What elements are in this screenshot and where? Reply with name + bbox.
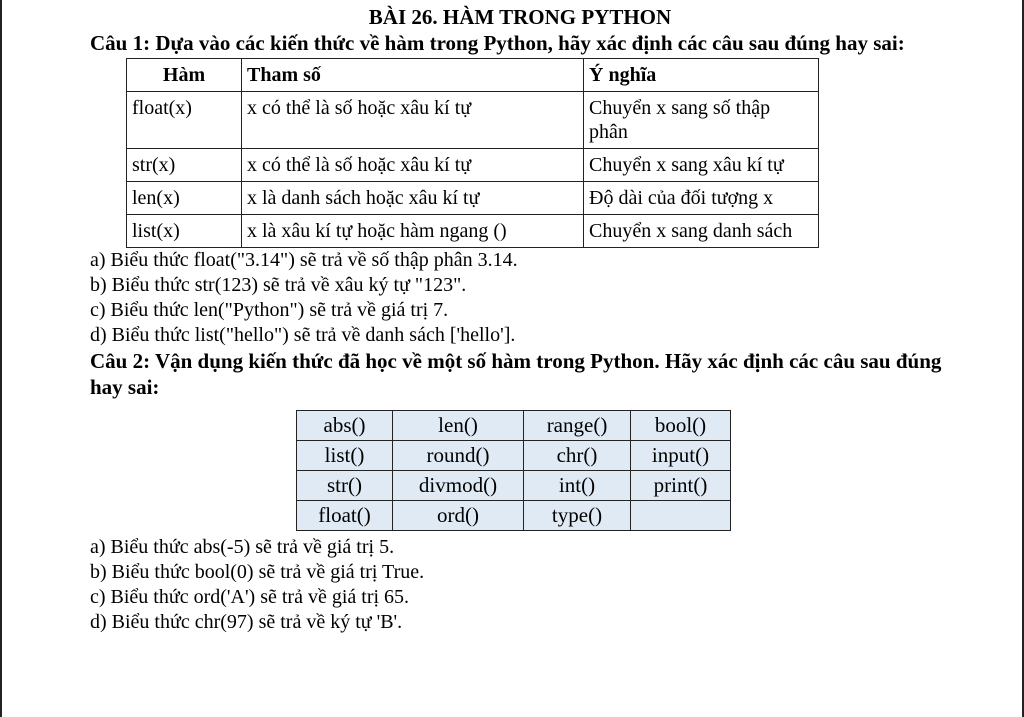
grid-cell: float() xyxy=(297,501,393,531)
table-cell: x là danh sách hoặc xâu kí tự xyxy=(242,182,584,215)
question-1-statements xyxy=(90,248,950,348)
grid-cell: chr() xyxy=(524,441,631,471)
grid-cell: print() xyxy=(631,471,731,501)
table-header-row xyxy=(127,59,819,92)
grid-cell: list() xyxy=(297,441,393,471)
table-cell: str(x) xyxy=(127,149,242,182)
grid-cell: len() xyxy=(393,411,524,441)
question-1-text: Câu 1: Dựa vào các kiến thức về hàm trong Python, hãy xác định các câu sau đúng hay sai: xyxy=(90,31,905,55)
statement-item: c) Biểu thức ord('A') sẽ trả về giá trị 65. xyxy=(90,586,410,608)
statement-item: c) Biểu thức len("Python") sẽ trả về giá trị 7. xyxy=(90,299,449,321)
table-cell: x có thể là số hoặc xâu kí tự xyxy=(242,92,584,149)
table-cell: x là xâu kí tự hoặc hàm ngang () xyxy=(242,215,584,248)
grid-row xyxy=(297,471,731,501)
grid-cell: range() xyxy=(524,411,631,441)
page-edge-left xyxy=(0,0,2,717)
grid-cell: type() xyxy=(524,501,631,531)
header-cell-meaning: Ý nghĩa xyxy=(584,59,819,92)
table-row xyxy=(127,215,819,248)
table-cell: x có thể là số hoặc xâu kí tự xyxy=(242,149,584,182)
table-cell: Độ dài của đối tượng x xyxy=(584,182,819,215)
grid-cell: input() xyxy=(631,441,731,471)
grid-cell: divmod() xyxy=(393,471,524,501)
table-cell: len(x) xyxy=(127,182,242,215)
table-cell: Chuyển x sang xâu kí tự xyxy=(584,149,819,182)
grid-row xyxy=(297,501,731,531)
table-cell: Chuyển x sang danh sách xyxy=(584,215,819,248)
grid-cell: str() xyxy=(297,471,393,501)
statement-item: d) Biểu thức list("hello") sẽ trả về danh sách ['hello']. xyxy=(90,324,516,346)
grid-cell: bool() xyxy=(631,411,731,441)
grid-cell: round() xyxy=(393,441,524,471)
question-2-text: Câu 2: Vận dụng kiến thức đã học về một số hàm trong Python. Hãy xác định các câu sau đúng hay sai: xyxy=(90,349,942,399)
grid-row xyxy=(297,441,731,471)
statement-item: d) Biểu thức chr(97) sẽ trả về ký tự 'B'. xyxy=(90,611,403,633)
statement-item: b) Biểu thức bool(0) sẽ trả về giá trị True. xyxy=(90,561,425,583)
question-2-statements xyxy=(90,535,950,635)
functions-table xyxy=(126,58,819,248)
table-row xyxy=(127,149,819,182)
table-cell: float(x) xyxy=(127,92,242,149)
table-row xyxy=(127,182,819,215)
grid-cell: int() xyxy=(524,471,631,501)
statement-item: b) Biểu thức str(123) sẽ trả về xâu ký tự "123". xyxy=(90,274,467,296)
header-cell-function: Hàm xyxy=(127,59,242,92)
function-list-grid xyxy=(296,410,731,531)
page-title: BÀI 26. HÀM TRONG PYTHON xyxy=(368,5,672,29)
table-cell: list(x) xyxy=(127,215,242,248)
header-cell-parameter: Tham số xyxy=(242,59,584,92)
statement-item: a) Biểu thức abs(-5) sẽ trả về giá trị 5. xyxy=(90,536,395,558)
grid-row xyxy=(297,411,731,441)
table-cell: Chuyển x sang số thập phân xyxy=(584,92,819,149)
statement-item: a) Biểu thức float("3.14") sẽ trả về số thập phân 3.14. xyxy=(90,249,518,271)
table-row xyxy=(127,92,819,149)
grid-cell-empty xyxy=(631,501,731,531)
grid-cell: ord() xyxy=(393,501,524,531)
document-page xyxy=(90,4,950,635)
grid-cell: abs() xyxy=(297,411,393,441)
